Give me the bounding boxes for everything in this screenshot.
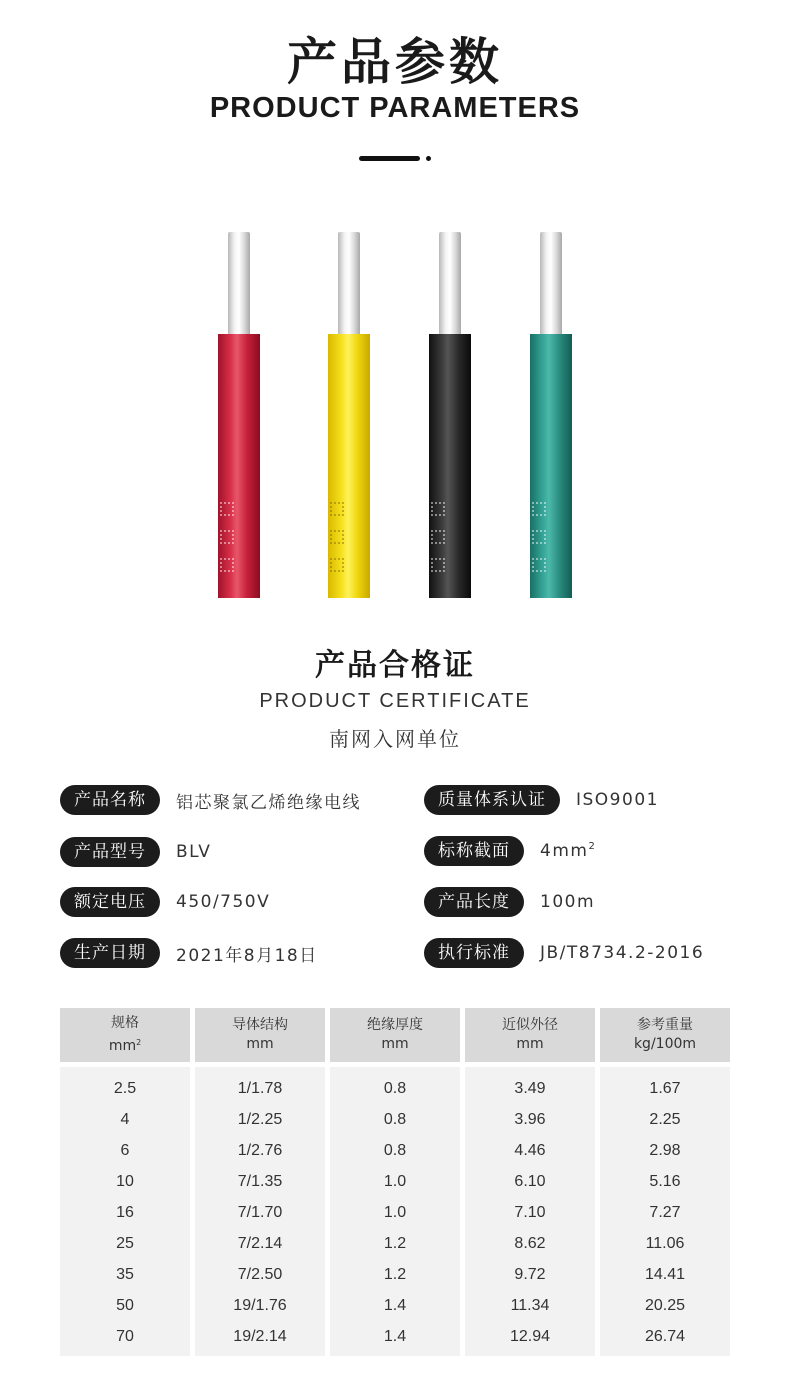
table-header-cell bbox=[330, 1008, 460, 1062]
header-line2 bbox=[109, 1033, 141, 1056]
param-value: 2021年8月18日 bbox=[176, 945, 318, 966]
table-cell: 19/1.76 bbox=[233, 1297, 287, 1314]
header-line1: 绝缘厚度 bbox=[367, 1017, 423, 1033]
table-cell: 7/2.50 bbox=[237, 1266, 283, 1283]
table-cell: 7/1.35 bbox=[237, 1173, 283, 1190]
header-line2: kg/100m bbox=[633, 1036, 697, 1052]
title-underline bbox=[359, 156, 420, 161]
table-column bbox=[330, 1067, 460, 1356]
table-header bbox=[60, 1008, 730, 1062]
param-label: 标称截面 bbox=[424, 836, 524, 866]
table-cell: 1.0 bbox=[383, 1173, 407, 1190]
param-value bbox=[540, 841, 596, 861]
table-cell: 50 bbox=[116, 1297, 134, 1314]
param-product-name bbox=[60, 785, 361, 815]
header-line1: 导体结构 bbox=[232, 1017, 288, 1033]
table-cell: 0.8 bbox=[383, 1080, 407, 1097]
param-label: 执行标准 bbox=[424, 938, 524, 968]
param-label: 额定电压 bbox=[60, 887, 160, 917]
param-label: 生产日期 bbox=[60, 938, 160, 968]
table-cell: 1.4 bbox=[383, 1297, 407, 1314]
wire-print-mark bbox=[429, 502, 447, 594]
certificate-subtitle: 南网入网单位 bbox=[329, 727, 461, 751]
table-cell: 14.41 bbox=[644, 1266, 686, 1283]
table-cell: 1.0 bbox=[383, 1204, 407, 1221]
table-cell: 35 bbox=[116, 1266, 134, 1283]
certificate-title: 产品合格证 bbox=[315, 648, 475, 683]
table-cell: 8.62 bbox=[514, 1235, 546, 1252]
table-cell: 1/2.25 bbox=[237, 1111, 283, 1128]
wire-green bbox=[530, 232, 572, 598]
wire-print-mark bbox=[218, 502, 236, 594]
table-header-cell bbox=[600, 1008, 730, 1062]
table-cell: 1.2 bbox=[383, 1235, 407, 1252]
table-cell: 1/2.76 bbox=[237, 1142, 283, 1159]
table-body bbox=[60, 1067, 730, 1356]
table-cell: 4 bbox=[120, 1111, 130, 1128]
table-cell: 25 bbox=[116, 1235, 134, 1252]
table-cell: 5.16 bbox=[649, 1173, 681, 1190]
wire-black bbox=[429, 232, 471, 598]
wire-core bbox=[338, 232, 360, 336]
table-cell: 6.10 bbox=[514, 1173, 546, 1190]
table-cell: 1/1.78 bbox=[237, 1080, 283, 1097]
param-value: 100m bbox=[540, 892, 596, 912]
table-cell: 16 bbox=[116, 1204, 134, 1221]
table-cell: 11.06 bbox=[645, 1235, 685, 1252]
table-cell: 4.46 bbox=[514, 1142, 546, 1159]
page-title: 产品参数 bbox=[287, 33, 503, 91]
param-value: 450/750V bbox=[176, 892, 271, 912]
param-standard bbox=[424, 938, 704, 968]
table-cell: 7.27 bbox=[649, 1204, 681, 1221]
table-cell: 11.34 bbox=[510, 1297, 550, 1314]
param-rated-voltage bbox=[60, 887, 270, 917]
param-nominal-section bbox=[424, 836, 596, 866]
table-header-cell bbox=[60, 1008, 190, 1062]
table-cell: 2.5 bbox=[113, 1080, 137, 1097]
table-cell: 7.10 bbox=[514, 1204, 546, 1221]
param-product-length bbox=[424, 887, 595, 917]
header-unit-sup: 2 bbox=[136, 1038, 142, 1047]
table-cell: 2.98 bbox=[649, 1142, 681, 1159]
table-column bbox=[195, 1067, 325, 1356]
wire-core bbox=[228, 232, 250, 336]
param-label: 产品型号 bbox=[60, 837, 160, 867]
table-cell: 3.96 bbox=[514, 1111, 546, 1128]
certificate-title-en: PRODUCT CERTIFICATE bbox=[259, 690, 531, 712]
param-value: ISO9001 bbox=[576, 790, 659, 810]
param-label: 产品名称 bbox=[60, 785, 160, 815]
header-line2: mm bbox=[516, 1036, 544, 1052]
param-production-date bbox=[60, 938, 318, 968]
spec-table bbox=[60, 1008, 730, 1356]
table-cell: 1.2 bbox=[383, 1266, 407, 1283]
wire-core bbox=[540, 232, 562, 336]
table-cell: 12.94 bbox=[509, 1328, 551, 1345]
header-line1: 近似外径 bbox=[502, 1017, 558, 1033]
param-product-model bbox=[60, 837, 211, 867]
title-dot bbox=[426, 156, 431, 161]
wire-print-mark bbox=[530, 502, 548, 594]
wire-red bbox=[218, 232, 260, 598]
wire-illustration bbox=[0, 232, 790, 602]
wire-yellow bbox=[328, 232, 370, 598]
header-unit: mm bbox=[108, 1038, 137, 1054]
page-subtitle: PRODUCT PARAMETERS bbox=[209, 92, 581, 124]
param-quality-system bbox=[424, 785, 659, 815]
header-line1: 参考重量 bbox=[637, 1017, 693, 1033]
table-cell: 19/2.14 bbox=[233, 1328, 287, 1345]
table-cell: 7/1.70 bbox=[237, 1204, 283, 1221]
table-cell: 0.8 bbox=[383, 1142, 407, 1159]
header-line2: mm bbox=[246, 1036, 274, 1052]
header-line1: 规格 bbox=[111, 1015, 139, 1031]
table-cell: 10 bbox=[116, 1173, 134, 1190]
param-value: 铝芯聚氯乙烯绝缘电线 bbox=[176, 792, 361, 813]
table-cell: 3.49 bbox=[514, 1080, 546, 1097]
wire-print-mark bbox=[328, 502, 346, 594]
section-value: 4mm bbox=[540, 841, 589, 861]
table-cell: 2.25 bbox=[649, 1111, 681, 1128]
table-cell: 6 bbox=[120, 1142, 130, 1159]
table-column bbox=[465, 1067, 595, 1356]
table-cell: 26.74 bbox=[644, 1328, 686, 1345]
wire-core bbox=[439, 232, 461, 336]
table-header-cell bbox=[195, 1008, 325, 1062]
table-cell: 7/2.14 bbox=[237, 1235, 283, 1252]
table-column bbox=[60, 1067, 190, 1356]
param-value: JB/T8734.2-2016 bbox=[540, 943, 705, 963]
table-cell: 1.67 bbox=[649, 1080, 681, 1097]
table-cell: 70 bbox=[116, 1328, 134, 1345]
table-column bbox=[600, 1067, 730, 1356]
table-cell: 20.25 bbox=[644, 1297, 686, 1314]
param-label: 质量体系认证 bbox=[424, 785, 560, 815]
table-cell: 9.72 bbox=[514, 1266, 546, 1283]
table-header-cell bbox=[465, 1008, 595, 1062]
table-cell: 1.4 bbox=[383, 1328, 407, 1345]
header-line2: mm bbox=[381, 1036, 409, 1052]
table-cell: 0.8 bbox=[383, 1111, 407, 1128]
section-sup: 2 bbox=[588, 841, 597, 852]
param-value: BLV bbox=[176, 842, 212, 862]
param-label: 产品长度 bbox=[424, 887, 524, 917]
